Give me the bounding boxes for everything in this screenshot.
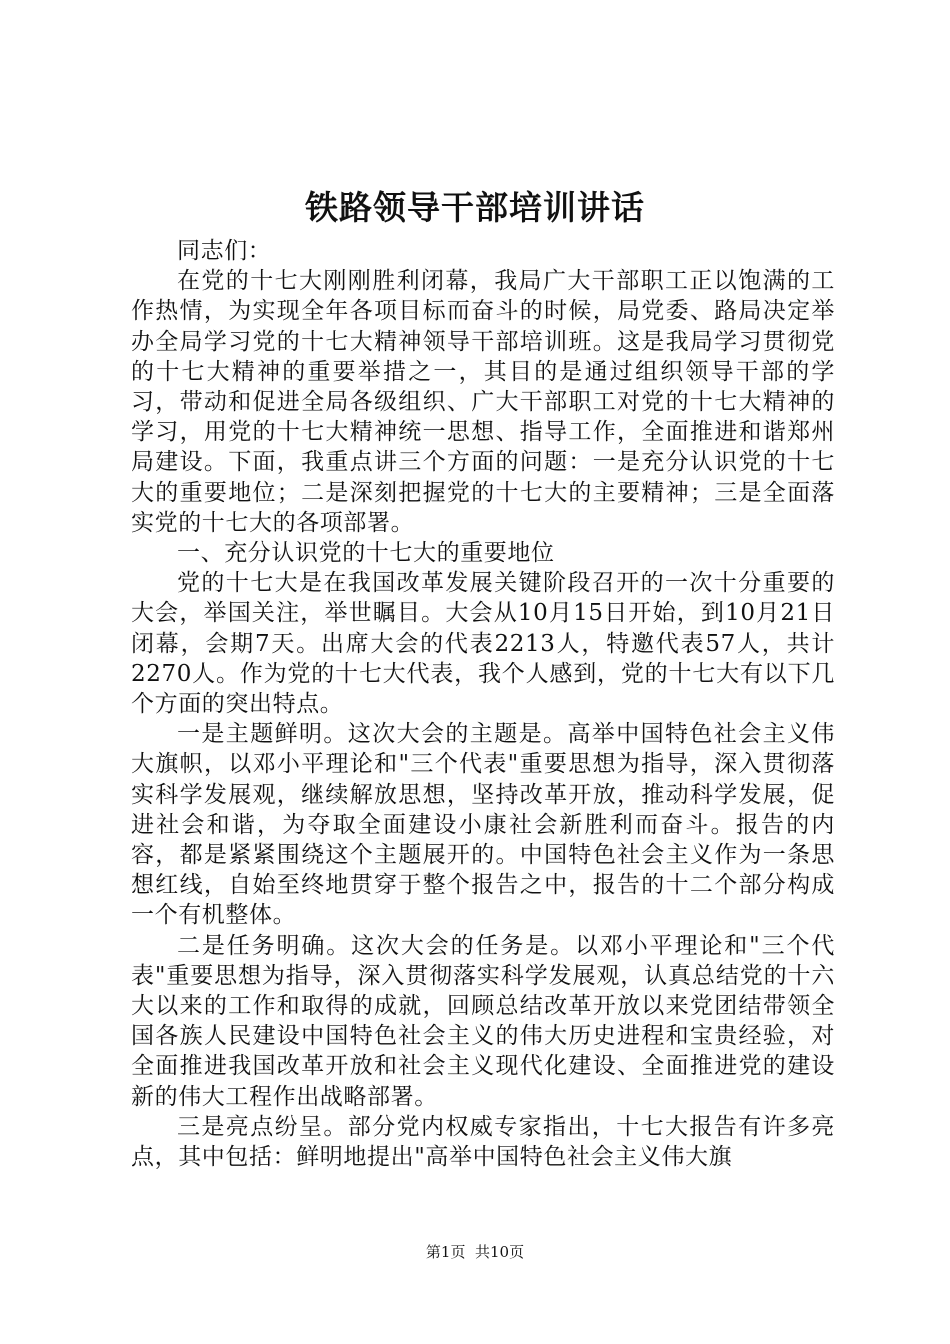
document-body [131, 236, 835, 1172]
intro-paragraph: 在党的十七大刚刚胜利闭幕，我局广大干部职工正以饱满的工作热情，为实现全年各项目标而奋斗的时候，局党委、路局决定举办全局学习党的十七大精神领导干部培训班。这是我局学习贯彻党的十七大精神的重要举措之一，其目的是通过组织领导干部的学习，带动和促进全局各级组织、广大干部职工对党的十七大精神的学习，用党的十七大精神统一思想、指导工作，全面推进和谐郑州局建设。下面，我重点讲三个方面的问题：一是充分认识党的十七大的重要地位；二是深刻把握党的十七大的主要精神；三是全面落实党的十七大的各项部署。 [131, 268, 835, 536]
body-paragraph: 党的十七大是在我国改革发展关键阶段召开的一次十分重要的大会，举国关注，举世瞩目。大会从10月15日开始，到10月21日闭幕，会期7天。出席大会的代表2213人，特邀代表57人，共计2270人。作为党的十七大代表，我个人感到，党的十七大有以下几个方面的突出特点。 [131, 570, 835, 718]
page-total: 共10页 [475, 1243, 525, 1261]
page-number: 第1页 [425, 1243, 466, 1261]
body-paragraph: 二是任务明确。这次大会的任务是。以邓小平理论和"三个代表"重要思想为指导，深入贯彻落实科学发展观，认真总结党的十六大以来的工作和取得的成就，回顾总结改革开放以来党团结带领全国各族人民建设中国特色社会主义的伟大历史进程和宝贵经验，对全面推进我国改革开放和社会主义现代化建设、全面推进党的建设新的伟大工程作出战略部署。 [131, 932, 835, 1110]
section-heading: 一、充分认识党的十七大的重要地位 [177, 540, 555, 567]
document-title: 铁路领导干部培训讲话 [305, 188, 645, 227]
page-footer [0, 1241, 950, 1263]
salutation-paragraph: 同志们： [177, 238, 272, 264]
body-paragraph: 三是亮点纷呈。部分党内权威专家指出，十七大报告有许多亮点，其中包括：鲜明地提出"高举中国特色社会主义伟大旗 [131, 1113, 835, 1171]
body-paragraph: 一是主题鲜明。这次大会的主题是。高举中国特色社会主义伟大旗帜，以邓小平理论和"三个代表"重要思想为指导，深入贯彻落实科学发展观，继续解放思想，坚持改革开放，推动科学发展，促进社会和谐，为夺取全面建设小康社会新胜利而奋斗。报告的内容，都是紧紧围绕这个主题展开的。中国特色社会主义作为一条思想红线，自始至终地贯穿于整个报告之中，报告的十二个部分构成一个有机整体。 [131, 721, 835, 929]
